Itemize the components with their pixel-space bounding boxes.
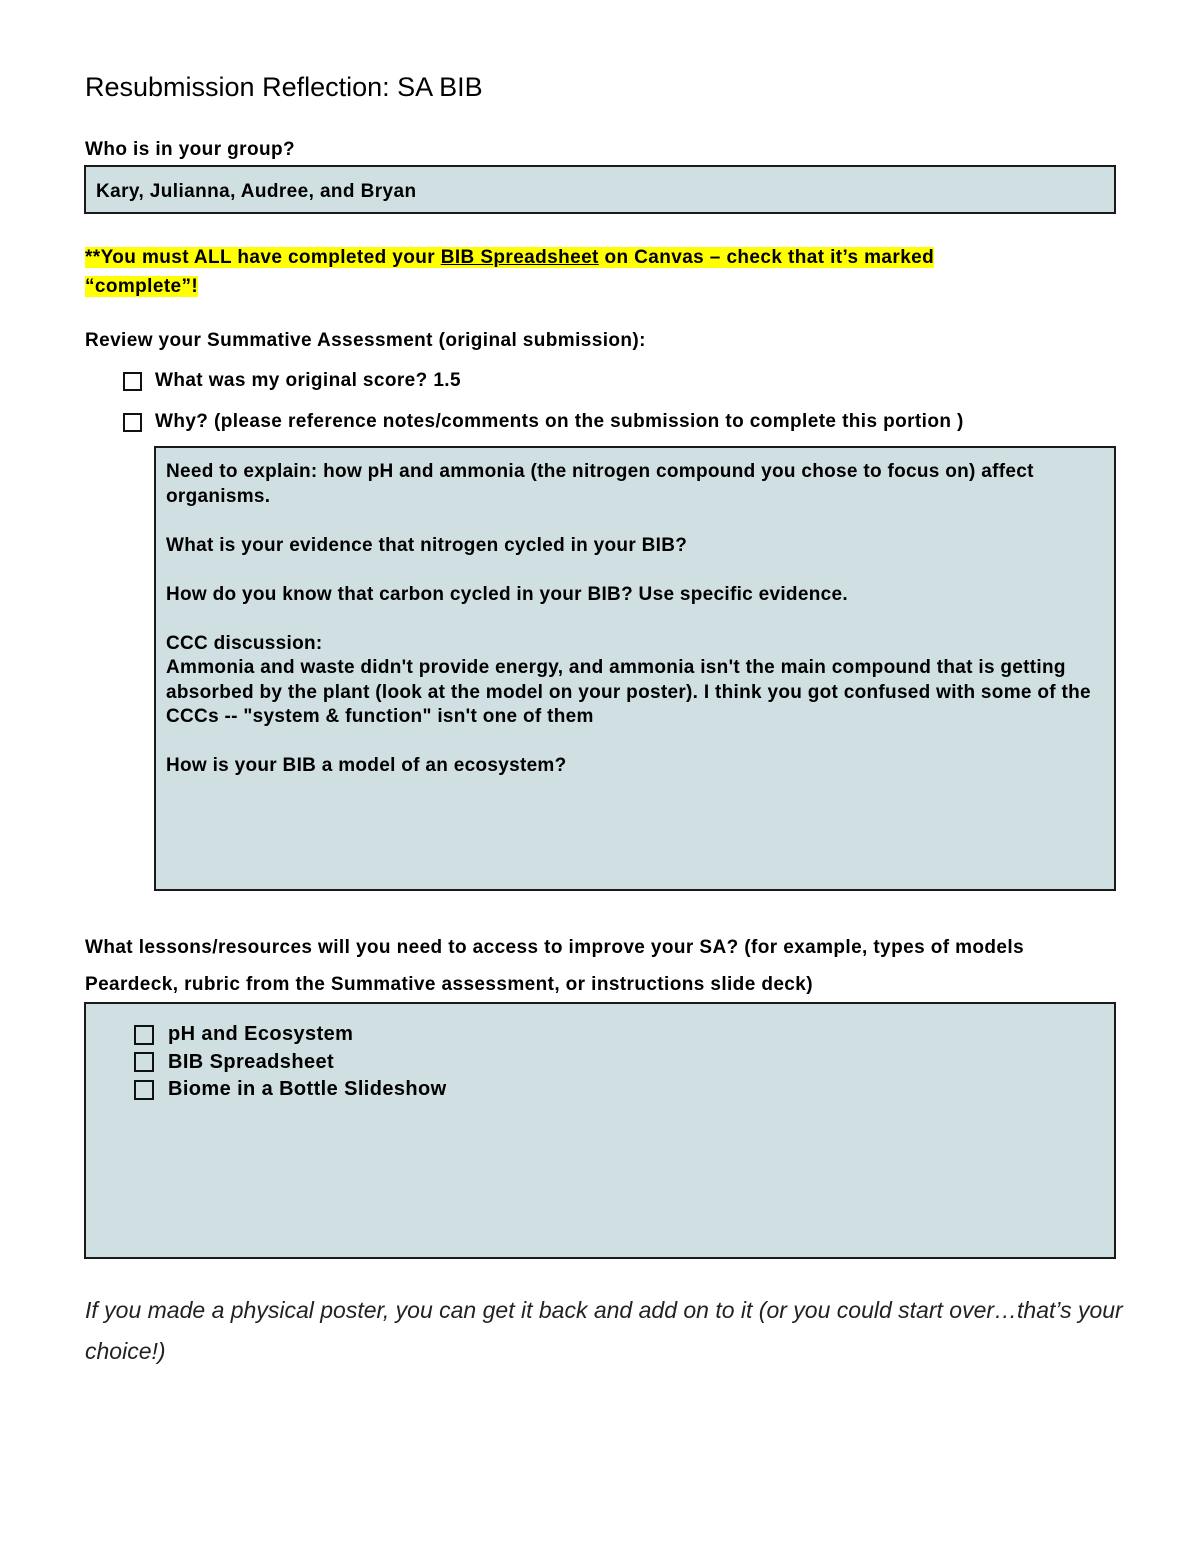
checkbox-icon[interactable] <box>123 413 142 432</box>
why-paragraph: How is your BIB a model of an ecosystem? <box>166 755 567 776</box>
why-paragraph: How do you know that carbon cycled in your BIB? Use specific evidence. <box>166 583 848 605</box>
resources-response-box[interactable] <box>84 1002 1116 1259</box>
lessons-question <box>85 929 1145 1003</box>
lessons-question-line1: What lessons/resources will you need to access to improve your SA? (for example, types of models <box>85 937 1025 958</box>
resource-label: Biome in a Bottle Slideshow <box>168 1078 447 1101</box>
completion-notice <box>85 243 934 301</box>
checkbox-icon[interactable] <box>134 1080 154 1100</box>
checklist-item-label: Why? (please reference notes/comments on the submission to complete this portion ) <box>155 411 964 432</box>
notice-prefix: **You must ALL have completed your <box>85 247 441 268</box>
list-item[interactable] <box>134 1021 447 1049</box>
list-item[interactable] <box>134 1076 447 1104</box>
checkbox-icon[interactable] <box>134 1052 154 1072</box>
group-answer-field[interactable] <box>84 165 1116 214</box>
footer-note: If you made a physical poster, you can get it back and add on to it (or you could start over…that’s your choice!) <box>85 1297 1123 1364</box>
lessons-question-line2: Peardeck, rubric from the Summative assessment, or instructions slide deck) <box>85 974 813 995</box>
notice-suffix: on Canvas – check that it’s marked <box>598 247 935 268</box>
resource-label: BIB Spreadsheet <box>168 1050 335 1073</box>
notice-highlight-line2: “complete”! <box>85 276 199 297</box>
list-item[interactable] <box>134 1049 447 1077</box>
why-paragraph: Need to explain: how pH and ammonia (the nitrogen compound you chose to focus on) affect organisms. <box>166 461 1034 507</box>
why-paragraph: CCC discussion: <box>166 632 323 654</box>
bib-spreadsheet-link[interactable]: BIB Spreadsheet <box>440 247 599 268</box>
checkbox-icon[interactable] <box>134 1025 154 1045</box>
checklist-item-original-score[interactable] <box>123 370 461 392</box>
review-heading: Review your Summative Assessment (original submission): <box>85 330 646 351</box>
why-paragraph: What is your evidence that nitrogen cycled in your BIB? <box>166 534 688 556</box>
page-title: Resubmission Reflection: SA BIB <box>85 72 483 102</box>
group-answer-text: Kary, Julianna, Audree, and Bryan <box>96 181 417 202</box>
group-question: Who is in your group? <box>85 139 295 160</box>
checklist-item-why[interactable] <box>123 411 964 433</box>
notice-highlight-line1 <box>85 247 934 268</box>
ccc-detail: Ammonia and waste didn't provide energy, and ammonia isn't the main compound that is getting absorbed by the plant (look at the model on your poster). I think you got confused with some of the CCCs -- "system & function" isn't one of them <box>166 657 1091 727</box>
checkbox-icon[interactable] <box>123 372 142 391</box>
checklist-item-label: What was my original score? 1.5 <box>155 370 461 391</box>
why-response-box[interactable] <box>154 446 1116 891</box>
resources-list <box>134 1021 447 1104</box>
why-response-text <box>166 460 1101 803</box>
resource-label: pH and Ecosystem <box>168 1023 354 1046</box>
